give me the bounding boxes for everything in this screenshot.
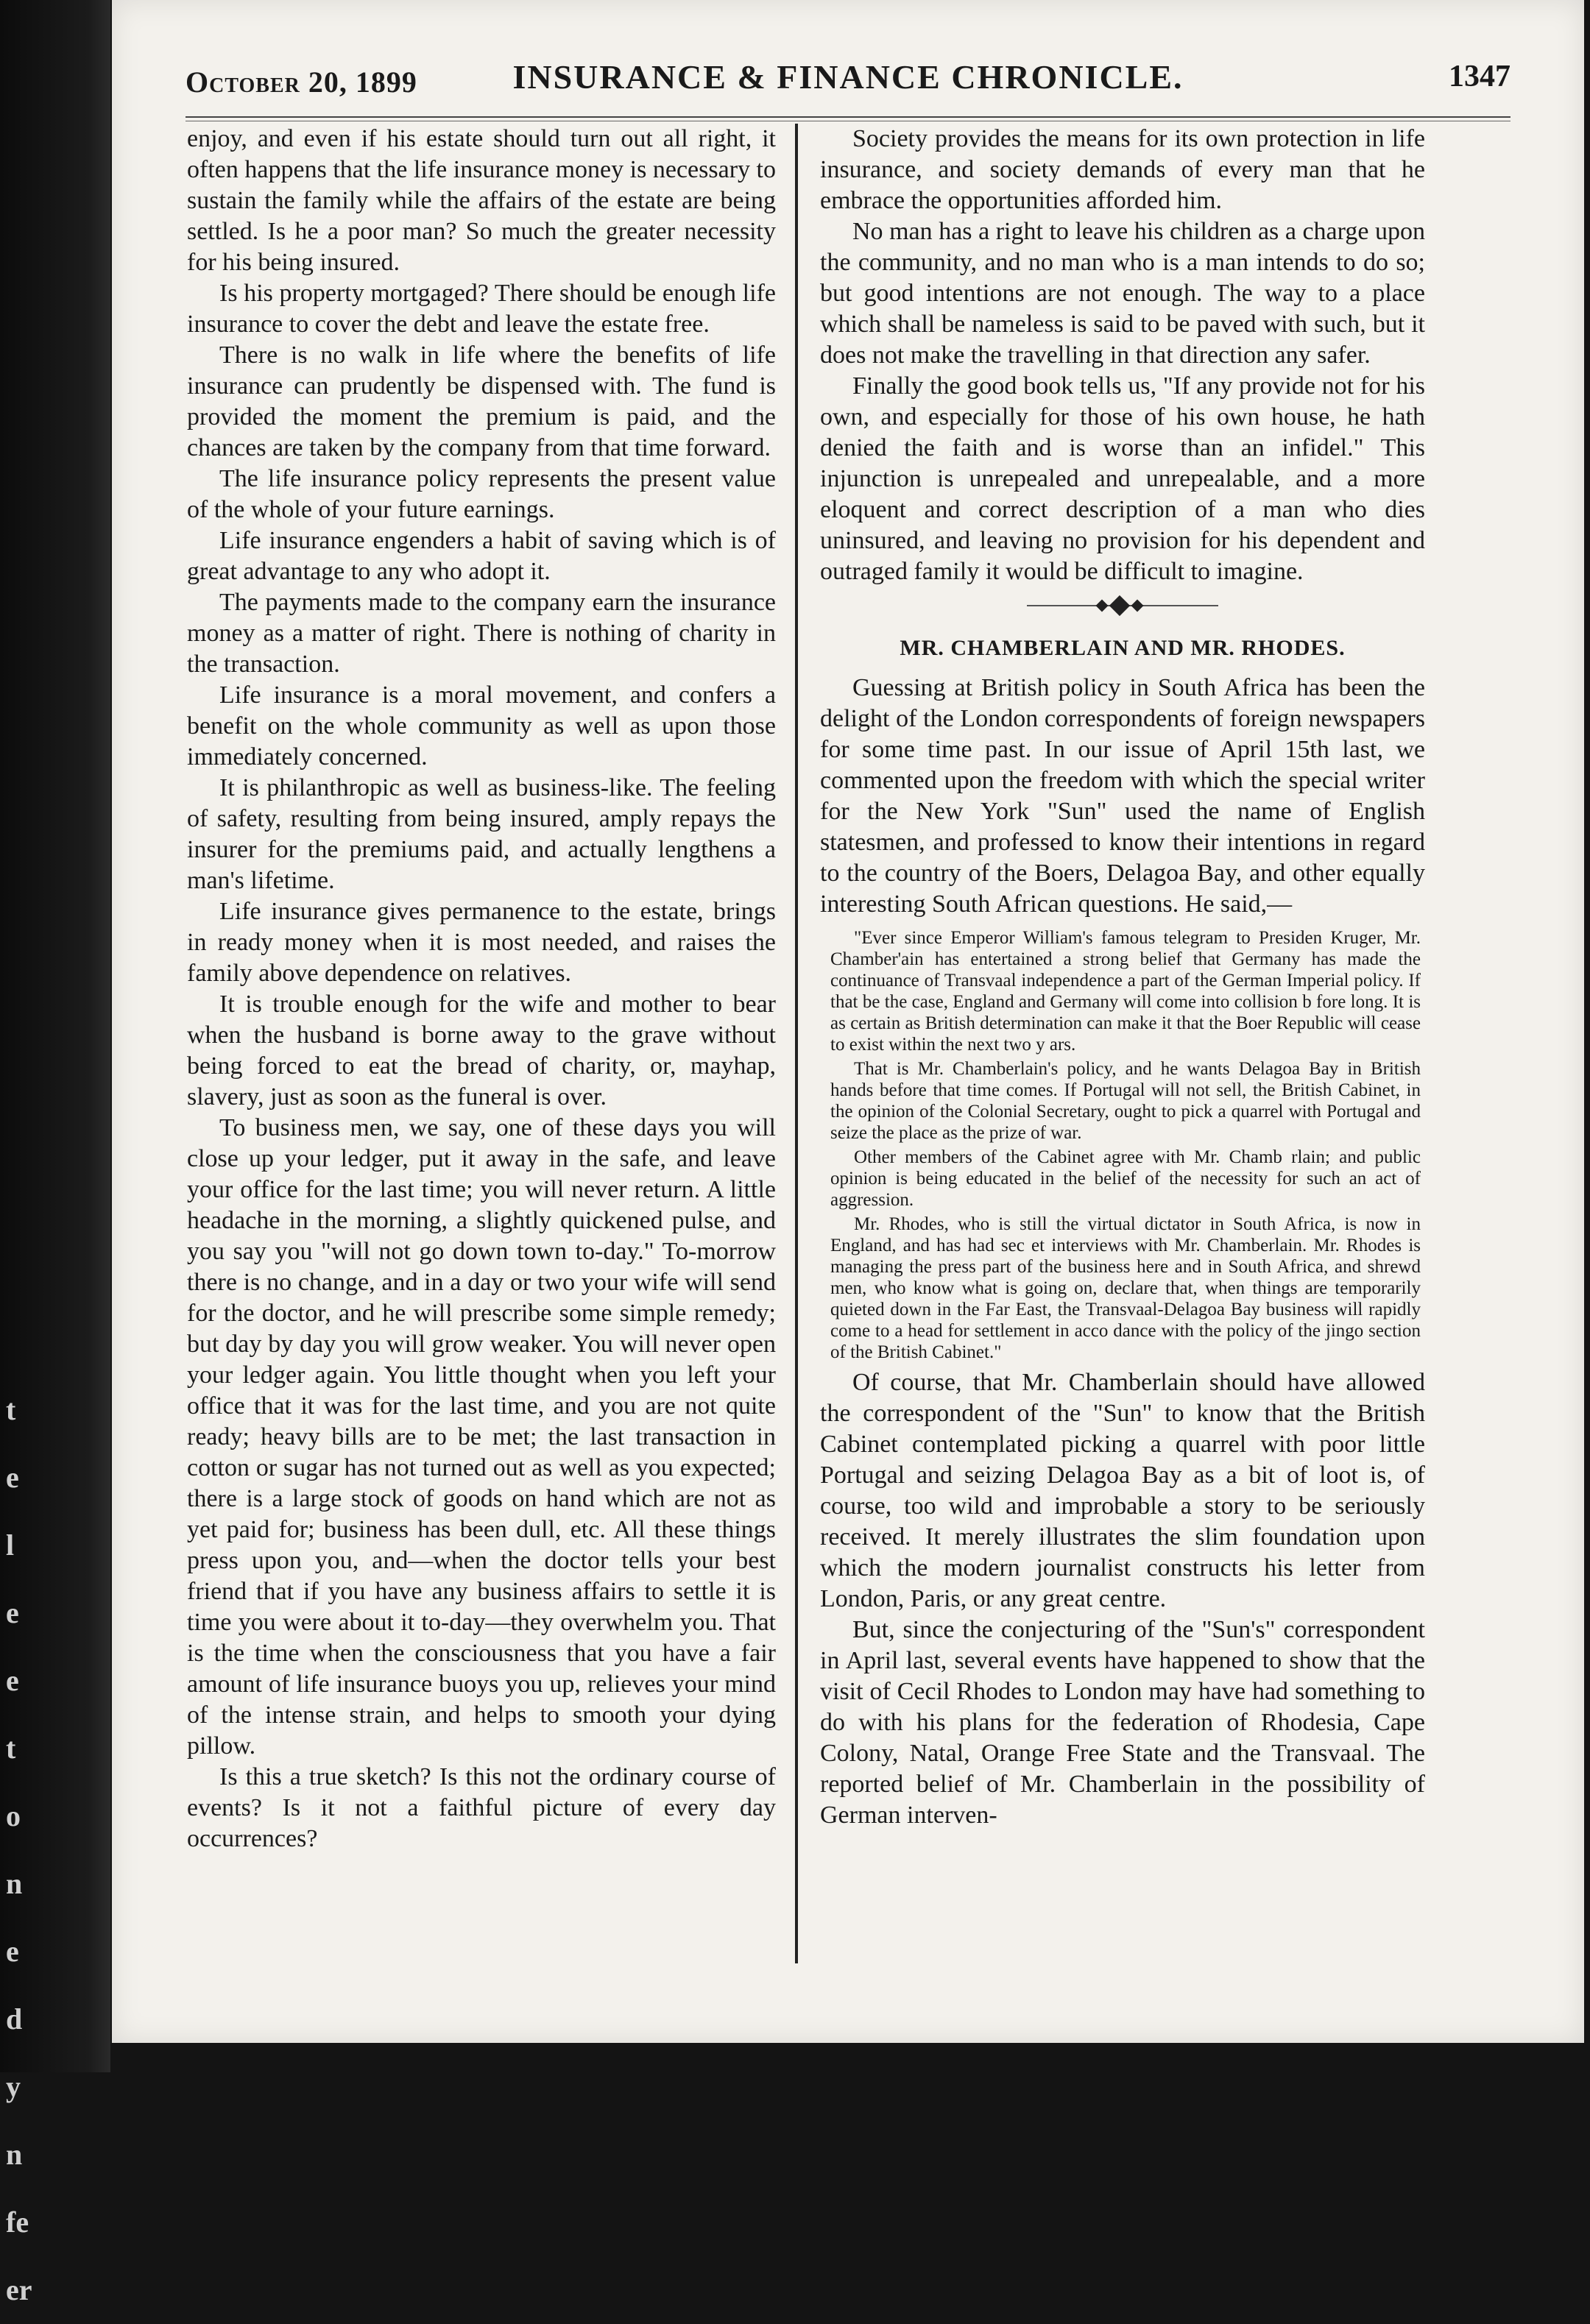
adjacent-page-letters <box>6 1376 32 2324</box>
article-headline: MR. CHAMBERLAIN AND MR. RHODES. <box>900 636 1346 660</box>
paragraph: Is his property mortgaged? There should be enough life insurance to cover the debt and leave the estate free. <box>187 280 776 338</box>
edge-letter: d <box>6 2002 23 2036</box>
paragraph: It is philanthropic as well as business-like. The feeling of safety, resulting from being insured, amply repays the insurer for the premiums paid, and actually lengthens a man's lifetime. <box>187 774 776 894</box>
quote-paragraph: Other members of the Cabinet agree with Mr. Chamb rlain; and public opinion is being educated in the belief of the necessity for such an act of aggression. <box>830 1147 1421 1210</box>
paragraph: Society provides the means for its own protection in life insurance, and society demands of every man that he embrace the opportunities afforded him. <box>820 125 1425 214</box>
edge-letter: e <box>6 1664 19 1697</box>
paragraph: enjoy, and even if his estate should turn out all right, it often happens that the life insurance money is necessary to sustain the family while the affairs of the estate are being settled. Is he a poor man? So much the greater necessity for his being insured. <box>187 125 776 276</box>
paragraph: Finally the good book tells us, "If any provide not for his own, and especially for those of his own house, he hath denied the faith and is worse than an infidel." This injunction is unrepealed and unrepealable, and a more eloquent and correct description of a man who dies uninsured, and leaving no provision for his dependent and outraged family it would be difficult to imagine. <box>820 372 1425 585</box>
edge-letter: y <box>6 2070 21 2103</box>
edge-letter: e <box>6 1935 19 1968</box>
paragraph: But, since the conjecturing of the "Sun's" correspondent in April last, several events have happened to show that the visit of Cecil Rhodes to London may have had something to do with his plans for the federation of Rhodesia, Cape Colony, Natal, Orange Free State and the Transvaal. The reported belief of Mr. Chamberlain in the possibility of German interven- <box>820 1616 1425 1829</box>
quote-paragraph: That is Mr. Chamberlain's policy, and he wants Delagoa Bay in British hands before that time comes. If Portugal will not sell, the British Cabinet, in the opinion of the Colonial Secretary, ought to pick a quarrel with Portugal and seize the place as the prize of war. <box>830 1059 1421 1143</box>
right-column <box>820 124 1425 1831</box>
issue-date: October 20, 1899 <box>186 65 417 99</box>
section-ornament <box>1027 595 1218 617</box>
edge-letter: e <box>6 1461 19 1494</box>
scan-left-margin <box>0 0 110 2306</box>
paragraph: There is no walk in life where the benefits of life insurance can prudently be dispensed with. The fund is provided the moment the premium is paid, and the chances are taken by the company from that time forward. <box>187 341 776 461</box>
edge-letter: t <box>6 1732 16 1765</box>
paragraph: Guessing at British policy in South Africa has been the delight of the London correspondents of foreign newspapers for some time past. In our issue of April 15th last, we commented upon the freedom with which the special writer for the New York "Sun" used the name of English statesmen, and professed to know their intentions in regard to the country of the Boers, Delagoa Bay, and other equally interesting South African questions. He said,— <box>820 674 1425 918</box>
column-rule <box>795 124 798 1963</box>
edge-letter: n <box>6 1867 23 1900</box>
quote-paragraph: Mr. Rhodes, who is still the virtual dictator in South Africa, is now in England, and has had sec et interviews with Mr. Chamberlain. Mr. Rhodes is managing the press part of the business here and in South Africa, and shrewd men, who know what is going on, declare that, when things are temporarily quieted down in the Far East, the Transvaal-Delagoa Bay business will rapidly come to a head for settlement in acco dance with the policy of the jingo section of the British Cabinet." <box>830 1214 1421 1362</box>
paragraph: Life insurance gives permanence to the estate, brings in ready money when it is most needed, and raises the family above dependence on relatives. <box>187 898 776 987</box>
paragraph: It is trouble enough for the wife and mother to bear when the husband is borne away to the grave without being forced to eat the bread of charity, or, mayhap, slavery, just as soon as the funeral is over. <box>187 991 776 1110</box>
page-header <box>186 52 1510 103</box>
paragraph: No man has a right to leave his children as a charge upon the community, and no man who is a man intends to do so; but good intentions are not enough. The way to a place which shall be nameless is said to be paved with such, but it does not make the travelling in that direction any safer. <box>820 218 1425 369</box>
quoted-passage <box>830 927 1421 1363</box>
page-number: 1347 <box>1449 60 1510 93</box>
edge-letter: fe <box>6 2206 29 2239</box>
paragraph: The payments made to the company earn the insurance money as a matter of right. There is nothing of charity in the transaction. <box>187 589 776 678</box>
paragraph: To business men, we say, one of these days you will close up your ledger, put it away in the safe, and leave your office for the last time; you will never return. A little headache in the morning, a slightly quickened pulse, and you say you "will not go down town to-day." To-morrow there is no change, and in a day or two your wife will send for the doctor, and he will prescribe some simple remedy; but day by day you will grow weaker. You will never open your ledger again. You little thought when you left your office that it was for the last time, and you are not quite ready; heavy bills are to be met; the last transaction in cotton or sugar has not turned out as well as you expected; there is a large stock of goods on hand which are not as yet paid for; business has been dull, etc. All these things press upon you, and—when the doctor tells your best friend that if you have any business affairs to settle it is time you were about it to-day—they overwhelm you. That is the time when the consciousness that you have a fair amount of life insurance buoys you up, relieves your mind of the intense strain, and helps to smooth your dying pillow. <box>187 1114 776 1760</box>
edge-letter: n <box>6 2138 23 2171</box>
paragraph: Life insurance engenders a habit of saving which is of great advantage to any who adopt it. <box>187 527 776 585</box>
edge-letter: e <box>6 1596 19 1629</box>
publication-title: INSURANCE & FINANCE CHRONICLE. <box>512 58 1184 96</box>
quote-paragraph: "Ever since Emperor William's famous telegram to Presiden Kruger, Mr. Chamber'ain has entertained a strong belief that Germany has made the continuance of Transvaal independence a part of the German Imperial policy. If that be the case, England and Germany will come into collision b fore long. It is as certain as British determination can make it that the Boer Republic will cease to exist within the next two y ars. <box>830 928 1421 1055</box>
edge-letter: t <box>6 1393 16 1426</box>
header-rule <box>186 116 1510 121</box>
paragraph: Is this a true sketch? Is this not the ordinary course of events? Is it not a faithful picture of every day occurrences? <box>187 1763 776 1852</box>
edge-letter: o <box>6 1799 21 1832</box>
edge-letter: l <box>6 1528 15 1562</box>
left-column <box>187 124 776 1854</box>
edge-letter: er <box>6 2273 32 2306</box>
newspaper-page <box>112 0 1584 2043</box>
paragraph: Of course, that Mr. Chamberlain should have allowed the correspondent of the "Sun" to know that the British Cabinet contemplated picking a quarrel with poor little Portugal and seizing Delagoa Bay as a bit of loot is, of course, too wild and improbable a story to be seriously received. It merely illustrates the slim foundation upon which the modern journalist constructs his letter from London, Paris, or any great centre. <box>820 1369 1425 1612</box>
paragraph: The life insurance policy represents the present value of the whole of your future earnings. <box>187 465 776 523</box>
paragraph: Life insurance is a moral movement, and confers a benefit on the whole community as well as upon those immediately concerned. <box>187 681 776 770</box>
